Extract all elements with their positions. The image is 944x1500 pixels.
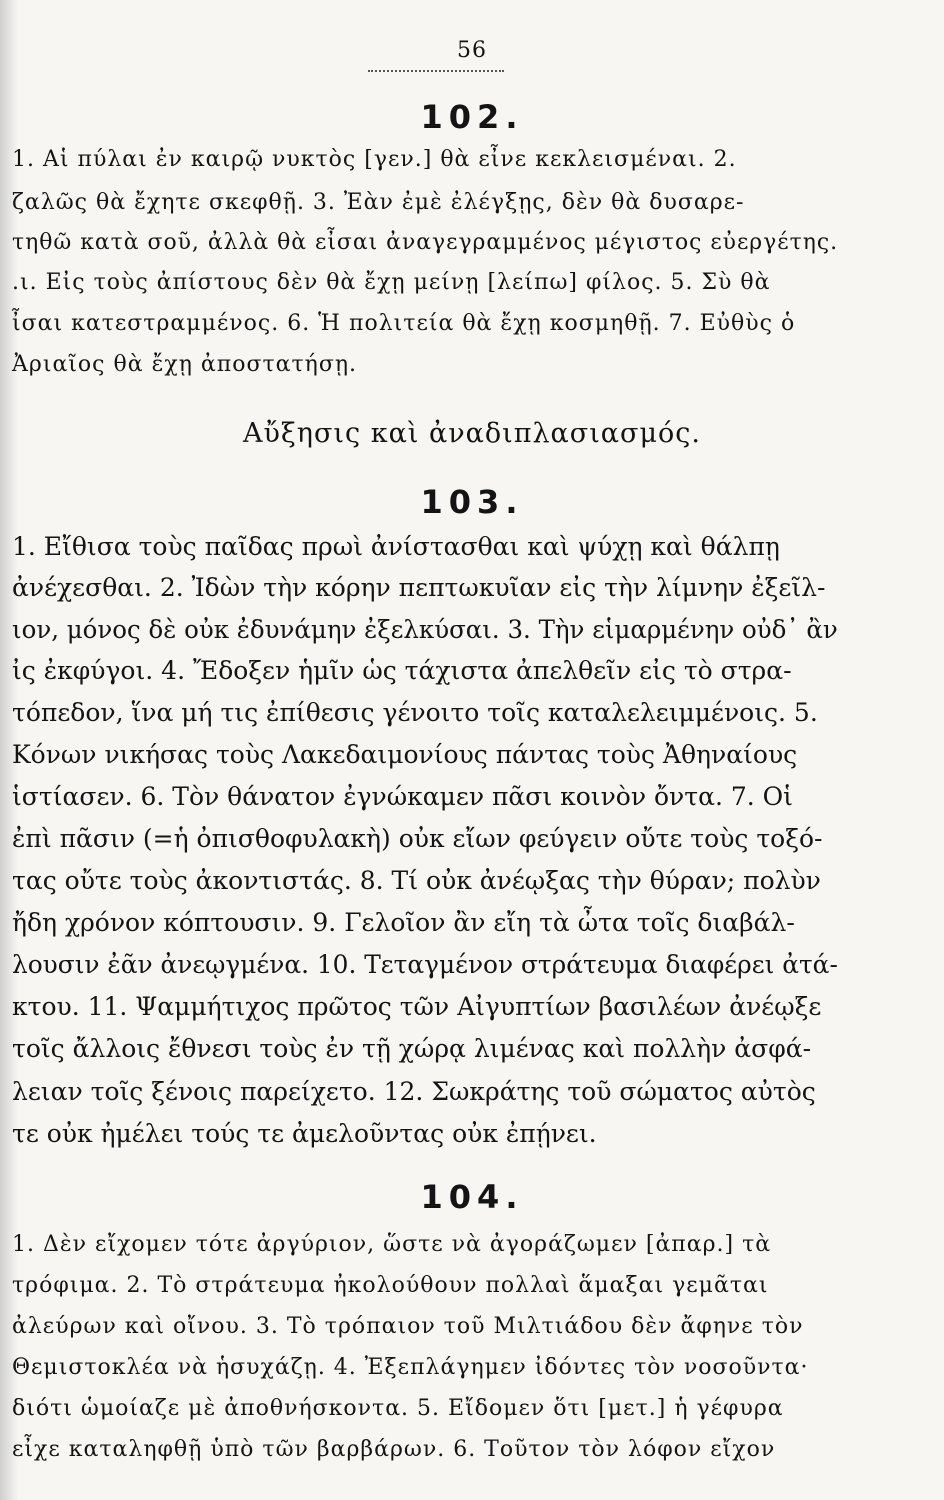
- text-line: κτου. 11. Ψαμμήτιχος πρῶτος τῶν Αἰγυπτίων βασιλέων ἀνέῳξε: [12, 992, 822, 1021]
- text-line: ἱστίασεν. 6. Τὸν θάνατον ἐγνώκαμεν πᾶσι κοινὸν ὄντα. 7. Οἱ: [12, 782, 793, 811]
- text-line: διότι ὡμοίαζε μὲ ἀποθνήσκοντα. 5. Εἴδομεν ὅτι [μετ.] ἡ γέφυρα: [12, 1396, 784, 1421]
- text-line: λουσιν ἐᾶν ἀνεῳγμένα. 10. Τεταγμένον στράτευμα διαφέρει ἀτά-: [12, 950, 838, 979]
- text-line: τοῖς ἄλλοις ἔθνεσι τοὺς ἐν τῇ χώρᾳ λιμένας καὶ πολλὴν ἀσφά-: [12, 1034, 812, 1063]
- text-line: εἶχε καταληφθῇ ὑπὸ τῶν βαρβάρων. 6. Τοῦτον τὸν λόφον εἴχον: [12, 1437, 776, 1462]
- text-line: 1. Αἱ πύλαι ἐν καιρῷ νυκτὸς [γεν.] θὰ εἶνε κεκλεισμέναι. 2.: [12, 147, 737, 172]
- text-line: τηθῶ κατὰ σοῦ, ἀλλὰ θὰ εἶσαι ἀναγεγραμμένος μέγιστος εὐεργέτης.: [12, 230, 839, 255]
- text-line: ἐπὶ πᾶσιν (=ἡ ὀπισθοφυλακὴ) οὐκ εἴων φεύγειν οὔτε τοὺς τοξό-: [12, 824, 823, 853]
- section-subtitle: Αὔξησις καὶ ἀναδιπλασιασμός.: [243, 418, 701, 449]
- text-line: ἤδη χρόνον κόπτουσιν. 9. Γελοῖον ἂν εἴη τὰ ὦτα τοῖς διαβάλ-: [12, 908, 795, 937]
- section-heading-102: 102.: [420, 98, 524, 136]
- section-heading-104: 104.: [420, 1178, 524, 1216]
- text-line: ἰς ἐκφύγοι. 4. Ἔδοξεν ἡμῖν ὡς τάχιστα ἀπελθεῖν εἰς τὸ στρα-: [12, 656, 792, 685]
- text-line: ἀλεύρων καὶ οἴνου. 3. Τὸ τρόπαιον τοῦ Μιλτιάδου δὲν ἄφηνε τὸν: [12, 1314, 804, 1339]
- page-number: 56: [457, 38, 487, 63]
- text-line: ἶσαι κατεστραμμένος. 6. Ἡ πολιτεία θὰ ἔχῃ κοσμηθῇ. 7. Εὐθὺς ὁ: [12, 311, 796, 336]
- text-line: Ἀριαῖος θὰ ἔχῃ ἀποστατήσῃ.: [12, 352, 358, 377]
- text-line: .ι. Εἰς τοὺς ἀπίστους δὲν θὰ ἔχῃ μείνῃ [λείπω] φίλος. 5. Σὺ θὰ: [12, 270, 771, 295]
- text-line: 1. Εἴθισα τοὺς παῖδας πρωὶ ἀνίστασθαι καὶ ψύχῃ καὶ θάλπῃ: [12, 532, 780, 561]
- text-line: Θεμιστοκλέα νὰ ἡσυχάζῃ. 4. Ἐξεπλάγημεν ἰδόντες τὸν νοσοῦντα·: [12, 1355, 809, 1380]
- text-line: τας οὔτε τοὺς ἀκοντιστάς. 8. Τί οὐκ ἀνέῳξας τὴν θύραν; πολὺν: [12, 866, 821, 895]
- text-line: ιον, μόνος δὲ οὐκ ἐδυνάμην ἐξελκύσαι. 3. Τὴν εἱμαρμένην οὐδ᾽ ἂν: [12, 615, 838, 644]
- text-line: τόπεδον, ἵνα μή τις ἐπίθεσις γένοιτο τοῖς καταλελειμμένοις. 5.: [12, 698, 818, 727]
- text-line: 1. Δὲν εἴχομεν τότε ἀργύριον, ὥστε νὰ ἀγοράζωμεν [ἀπαρ.] τὰ: [12, 1232, 772, 1257]
- text-line: Κόνων νικήσας τοὺς Λακεδαιμονίους πάντας τοὺς Ἀθηναίους: [12, 740, 798, 769]
- text-line: τε οὐκ ἠμέλει τούς τε ἀμελοῦντας οὐκ ἐπῄνει.: [12, 1119, 597, 1148]
- page-number-rule: [368, 70, 504, 72]
- text-line: ἀνέχεσθαι. 2. Ἰδὼν τὴν κόρην πεπτωκυῖαν εἰς τὴν λίμνην ἐξεῖλ-: [12, 573, 826, 602]
- text-line: ζαλῶς θὰ ἔχητε σκεφθῇ. 3. Ἐὰν ἐμὲ ἐλέγξῃς, δὲν θὰ δυσαρε-: [12, 190, 745, 215]
- text-line: λειαν τοῖς ξένοις παρείχετο. 12. Σωκράτης τοῦ σώματος αὐτὸς: [12, 1077, 816, 1106]
- section-heading-103: 103.: [420, 483, 524, 521]
- text-line: τρόφιμα. 2. Τὸ στράτευμα ἠκολούθουν πολλαὶ ἅμαξαι γεμᾶται: [12, 1273, 769, 1298]
